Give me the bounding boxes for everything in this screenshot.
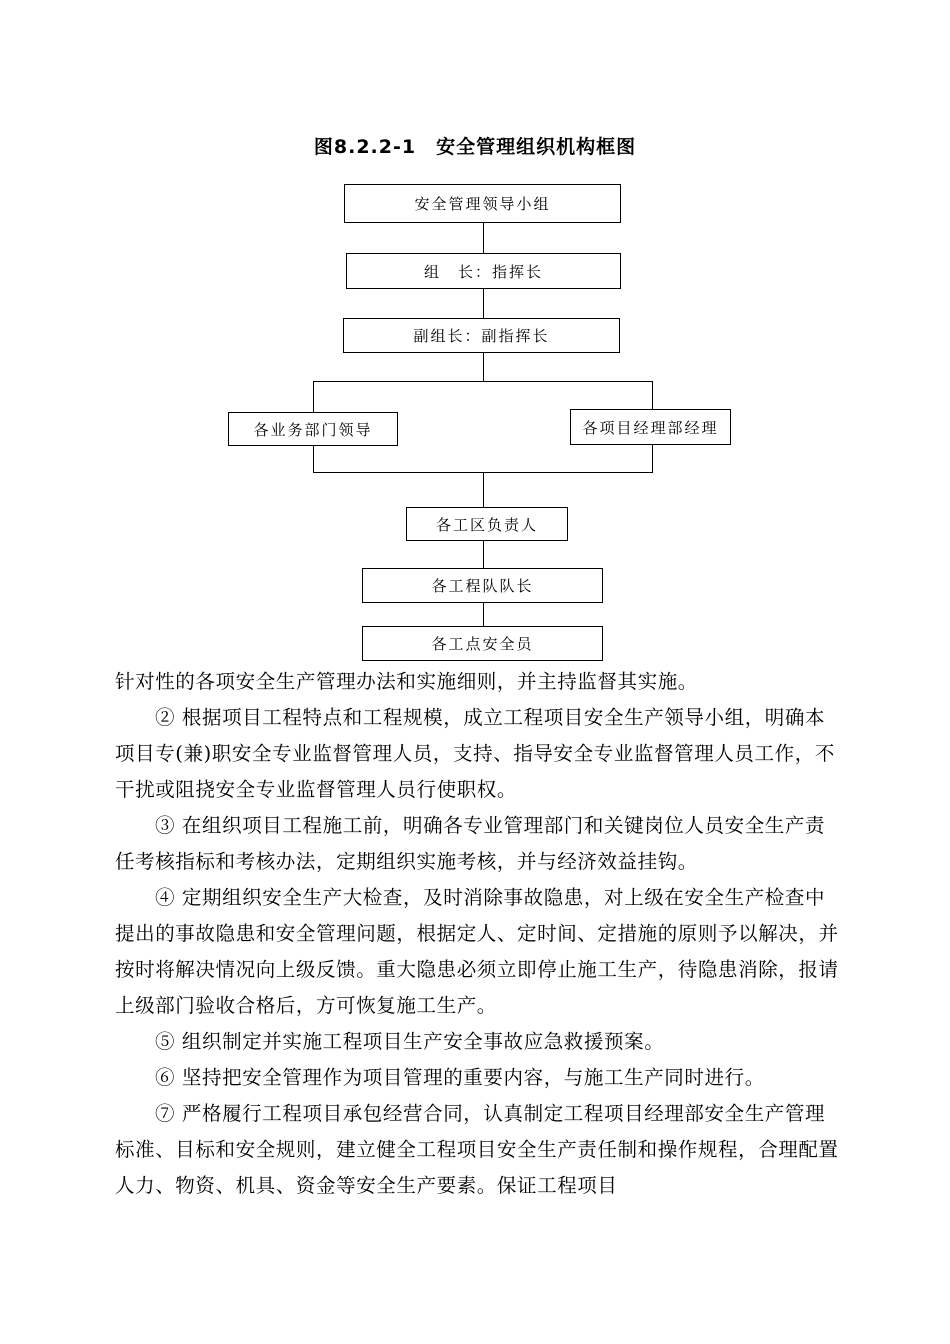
paragraph: 针对性的各项安全生产管理办法和实施细则，并主持监督其实施。 — [115, 670, 698, 693]
connector-line — [483, 289, 484, 318]
connector-line — [483, 541, 484, 568]
branch-line-top — [313, 381, 653, 382]
paragraph: ④ 定期组织安全生产大检查，及时消除事故隐患，对上级在安全生产检查中提出的事故隐患和安全管理问题，根据定人、定时间、定措施的原则予以解决，并按时将解决情况向上级反馈。重大隐患必须立即停止施工生产，待隐患消除，报请上级部门验收合格后，方可恢复施工生产。 — [115, 886, 839, 1017]
connector-line — [483, 353, 484, 381]
paragraph: ③ 在组织项目工程施工前，明确各专业管理部门和关键岗位人员安全生产责任考核指标和考核办法，定期组织实施考核，并与经济效益挂钩。 — [115, 814, 826, 873]
connector-line — [483, 472, 484, 507]
node-safety-officers: 各工点安全员 — [362, 626, 603, 661]
paragraph: ⑥ 坚持把安全管理作为项目管理的重要内容，与施工生产同时进行。 — [155, 1066, 765, 1089]
node-department-leaders: 各业务部门领导 — [228, 412, 398, 446]
figure-title: 图8.2.2-1 安全管理组织机构框图 — [313, 136, 637, 158]
paragraph: ⑦ 严格履行工程项目承包经营合同，认真制定工程项目经理部安全生产管理标准、目标和安全规则，建立健全工程项目安全生产责任制和操作规程，合理配置人力、物资、机具、资金等安全生产要素。保证工程项目 — [115, 1102, 839, 1197]
connector-line — [483, 603, 484, 626]
paragraph: ② 根据项目工程特点和工程规模，成立工程项目安全生产领导小组，明确本项目专(兼)职安全专业监督管理人员，支持、指导安全专业监督管理人员工作，不干扰或阻挠安全专业监督管理人员行使职权。 — [115, 706, 835, 801]
node-deputy-leader: 副组长：副指挥长 — [343, 318, 620, 353]
node-area-heads: 各工区负责人 — [406, 507, 568, 541]
paragraph: ⑤ 组织制定并实施工程项目生产安全事故应急救援预案。 — [155, 1030, 665, 1053]
connector-line — [483, 223, 484, 253]
node-leadership-group: 安全管理领导小组 — [344, 184, 621, 223]
node-team-leaders: 各工程队队长 — [362, 568, 603, 603]
body-text — [115, 664, 840, 1204]
node-project-managers: 各项目经理部经理 — [570, 409, 731, 445]
node-leader: 组 长：指挥长 — [346, 253, 621, 289]
